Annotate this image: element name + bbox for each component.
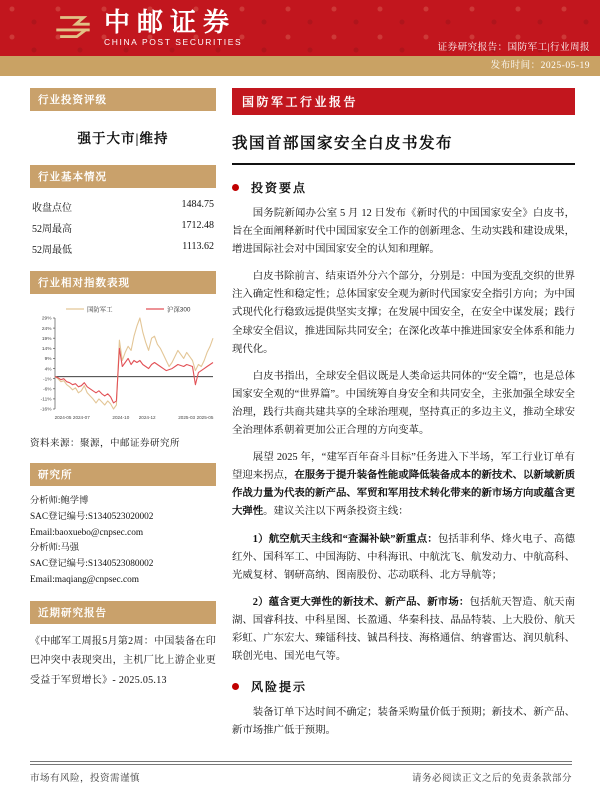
- recent-reports-header: 近期研究报告: [30, 601, 216, 624]
- svg-text:29%: 29%: [41, 316, 52, 322]
- svg-text:2025-05: 2025-05: [196, 415, 214, 420]
- svg-text:2024-12: 2024-12: [138, 415, 156, 420]
- report-content: [232, 88, 575, 749]
- body-paragraph: 白皮书指出，全球安全倡议既是人类命运共同体的“安全篇”，也是总体国家安全观的“世界篇”。中国统筹自身安全和共同安全，主张加强全球安全治理，践行共商共建共享的全球治理观，坚持真正的多边主义，推动全球安全治理体系朝着更加公正合理的方向变革。: [232, 370, 575, 437]
- svg-text:14%: 14%: [41, 347, 52, 353]
- chart-source-note: 资料来源：聚源，中邮证券研究所: [30, 439, 181, 449]
- footer-disclaimer-right: 请务必阅读正文之后的免责条款部分: [411, 774, 572, 784]
- stat-label: 52周最低: [32, 245, 72, 256]
- title-divider: [232, 163, 575, 165]
- brand-name-cn: 中邮证券: [104, 6, 237, 37]
- footer-disclaimer-left: 市场有风险，投资需谨慎: [30, 774, 141, 784]
- body-paragraph: 展望 2025 年，“建军百年奋斗目标”任务进入下半场，军工行业订单有望迎来拐点，在服务于提升装备性能或降低装备成本的新技术、以新域新质作战力量为代表的新产品、军贸和军用技术转化带来的新市场方向或蕴含更大弹性。建议关注以下两条投资主线：: [232, 452, 576, 518]
- svg-text:2025-03: 2025-03: [178, 415, 196, 420]
- svg-text:19%: 19%: [41, 336, 52, 342]
- stat-row: [30, 217, 216, 238]
- header-banner: [0, 0, 600, 56]
- analyst-info-line: Email:baoxuebo@cnpsec.com: [30, 527, 144, 538]
- report-type-label: 证券研究报告：国防军工|行业周报: [437, 43, 590, 53]
- stat-row: [30, 238, 216, 259]
- brand: [52, 7, 242, 49]
- publish-date-strip: 发布时间：2025-05-19: [0, 56, 600, 76]
- analyst-info-line: 分析师:马强: [30, 543, 80, 554]
- svg-text:9%: 9%: [44, 357, 52, 363]
- recent-report-item: 《中邮军工周报5月第2周：中国装备在印巴冲突中表现突出，主机厂比上游企业更受益于军贸增长》- 2025.05.13: [30, 635, 216, 686]
- recent-reports-list: [30, 632, 216, 691]
- stat-value: 1712.48: [181, 220, 214, 231]
- investment-points-paragraphs: [232, 205, 575, 666]
- stat-value: 1113.62: [182, 241, 214, 252]
- brand-name-en: CHINA POST SECURITIES: [104, 37, 243, 48]
- stat-label: 52周最高: [32, 224, 72, 235]
- svg-text:沪深300: 沪深300: [167, 306, 191, 314]
- svg-text:-6%: -6%: [42, 387, 52, 393]
- brand-text: [104, 6, 243, 48]
- stat-value: 1484.75: [181, 199, 214, 210]
- svg-text:2024-10: 2024-10: [112, 415, 130, 420]
- svg-text:2024-05: 2024-05: [54, 415, 72, 420]
- risk-paragraphs: [232, 704, 575, 740]
- main-layout: [0, 76, 600, 749]
- risk-heading: [232, 678, 575, 695]
- investment-points-heading-label: 投资要点: [251, 181, 308, 195]
- footer-double-rule: [30, 761, 572, 765]
- analyst-info-line: 分析师:鲍学博: [30, 496, 89, 506]
- report-category-banner: 国防军工行业报告: [232, 88, 575, 115]
- red-bullet-icon: [232, 683, 239, 690]
- report-title: 我国首部国家安全白皮书发布: [232, 135, 454, 152]
- body-paragraph: 装备订单下达时间不确定；装备采购量价低于预期；新技术、新产品、新市场推广低于预期。: [232, 707, 575, 737]
- svg-text:24%: 24%: [41, 326, 52, 332]
- analyst-info-line: SAC登记编号:S1340523020002: [30, 511, 154, 522]
- svg-text:国防军工: 国防军工: [87, 306, 113, 314]
- svg-text:4%: 4%: [44, 367, 52, 373]
- basics-section-header: 行业基本情况: [30, 165, 216, 188]
- sidebar: [30, 88, 216, 749]
- analyst-info-block: [30, 494, 216, 589]
- page-footer: [30, 761, 572, 784]
- red-bullet-icon: [232, 184, 239, 191]
- industry-stats-table: [30, 196, 216, 259]
- body-paragraph: 白皮书除前言、结束语外分六个部分，分别是：中国为变乱交织的世界注入确定性和稳定性；总体国家安全观为新时代国家安全指引方向；为中国式现代化行稳致远提供坚实支撑；在发展中国安全，在安全中谋发展；践行全球安全倡议，推进国际共同安全；在深化改革中推进国家安全体系和能力现代化。: [232, 271, 575, 355]
- body-paragraph: 1）航空航天主线和“查漏补缺”新重点：包括菲利华、烽火电子、高德红外、国科军工、中国海防、中科海讯、中航沈飞、航发动力、中航高科、光威复材、钢研高纳、图南股份、芯动联科、北方导航等；: [232, 533, 575, 581]
- analyst-info-line: SAC登记编号:S1340523080002: [30, 559, 154, 570]
- svg-text:-16%: -16%: [40, 407, 52, 413]
- body-paragraph: 国务院新闻办公室 5 月 12 日发布《新时代的中国国家安全》白皮书，旨在全面阐释新时代中国国家安全工作的创新理念、生动实践和建设成果，增进国际社会对中国国家安全的认知和理解。: [232, 208, 575, 256]
- stat-row: [30, 196, 216, 217]
- svg-text:2024-07: 2024-07: [72, 415, 90, 420]
- index-performance-header: 行业相对指数表现: [30, 271, 216, 294]
- svg-text:-1%: -1%: [42, 377, 52, 383]
- china-post-emblem-icon: [52, 7, 94, 49]
- investment-points-heading: [232, 179, 575, 196]
- relative-index-chart: [30, 302, 216, 427]
- stat-label: 收盘点位: [32, 203, 72, 214]
- risk-heading-label: 风险提示: [251, 680, 308, 695]
- rating-value: 强于大市|维持: [77, 131, 169, 146]
- rating-section-header: 行业投资评级: [30, 88, 216, 111]
- analyst-info-line: Email:maqiang@cnpsec.com: [30, 574, 139, 585]
- institute-section-header: 研究所: [30, 463, 216, 486]
- body-paragraph: 2）蕴含更大弹性的新技术、新产品、新市场：包括航天智造、航天南湖、国睿科技、中科星图、长盈通、华秦科技、晶品特装、上大股份、航天彩虹、广东宏大、臻镭科技、铖昌科技、海格通信、纳睿雷达、润贝航科、联创光电、国光电气等。: [232, 596, 575, 663]
- svg-text:-11%: -11%: [40, 397, 52, 403]
